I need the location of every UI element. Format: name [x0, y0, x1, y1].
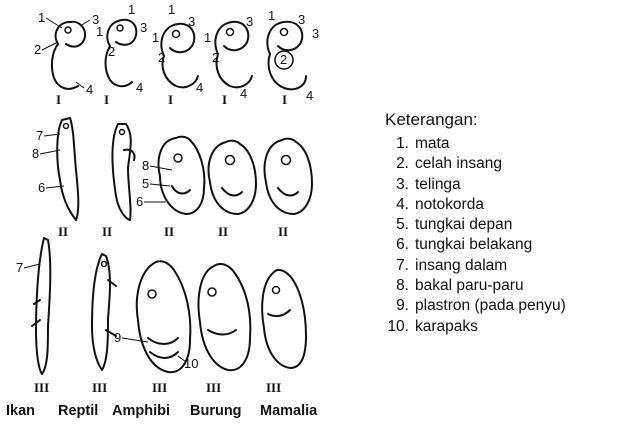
- legend-item: 1. mata: [396, 135, 450, 152]
- callout-6: 6: [136, 194, 144, 209]
- stage-label: II: [278, 224, 289, 239]
- callout-6: 6: [38, 180, 46, 195]
- callout-2: 2: [212, 50, 220, 65]
- stage-labels-row-three: [34, 380, 281, 395]
- callout-2: 2: [34, 42, 42, 57]
- embryo-reptil-stage-three: [92, 254, 116, 370]
- stage-label: II: [58, 224, 69, 239]
- stage-labels-row-two: [58, 224, 288, 239]
- legend-item: 9. plastron (pada penyu): [396, 297, 566, 315]
- callout-1: 1: [38, 10, 46, 25]
- organism-label-amphibi: Amphibi: [112, 403, 170, 419]
- callout-1: 1: [204, 30, 212, 45]
- row-stage-three: [32, 238, 306, 374]
- stage-label: I: [104, 92, 110, 107]
- callout-3: 3: [246, 14, 254, 29]
- callout-1: 1: [96, 24, 104, 39]
- embryo-mamalia-stage-three: [262, 270, 306, 368]
- callout-3: 3: [92, 12, 100, 27]
- callout-4: 4: [240, 86, 248, 101]
- stage-label: III: [266, 380, 282, 395]
- embryo-burung-stage-one: [215, 22, 252, 87]
- legend: [385, 110, 620, 337]
- organism-label-mamalia: Mamalia: [260, 403, 318, 419]
- stage-label: III: [34, 380, 50, 395]
- stage-label: I: [168, 92, 174, 107]
- callout-1: 1: [268, 8, 276, 23]
- callout-4: 4: [306, 88, 314, 103]
- callout-4: 4: [196, 80, 204, 95]
- embryo-amphibi-stage-three: [137, 261, 191, 372]
- stage-label: I: [56, 92, 62, 107]
- embryo-ikan-stage-three: [32, 238, 50, 374]
- legend-item: 6. tungkai belakang: [396, 236, 533, 254]
- organism-label-ikan: Ikan: [6, 403, 36, 419]
- embryo-burung-stage-three: [199, 264, 251, 370]
- stage-label: III: [92, 380, 108, 395]
- stage-label: II: [218, 224, 229, 239]
- callout-4: 4: [136, 80, 144, 95]
- callout-1: 1: [152, 30, 160, 45]
- stage-label: II: [102, 224, 113, 239]
- callout-4: 4: [86, 82, 94, 97]
- stage-label: I: [222, 92, 228, 107]
- callout-3: 3: [312, 26, 320, 41]
- callout-2: 2: [108, 44, 116, 59]
- stage-label: III: [206, 380, 222, 395]
- legend-list: [385, 134, 620, 337]
- embryo-mamalia-stage-two: [265, 139, 312, 214]
- row-stage-one: [52, 20, 306, 89]
- legend-item: 8. bakal paru-paru: [396, 277, 524, 295]
- legend-item: 3. telinga: [396, 175, 461, 193]
- embryo-amphibi-stage-one: [161, 24, 198, 87]
- legend-item: 7. insang dalam: [396, 256, 508, 274]
- legend-item: 5. tungkai depan: [396, 216, 513, 234]
- embryo-burung-stage-two: [209, 141, 256, 214]
- row-stage-two: [57, 118, 312, 220]
- organism-labels: [0, 403, 380, 427]
- callout-3: 3: [188, 14, 196, 29]
- callout-10: 10: [184, 356, 199, 371]
- callout-9: 9: [114, 330, 122, 345]
- legend-title: Keterangan:: [385, 110, 478, 129]
- callout-8: 8: [142, 158, 150, 173]
- callout-5: 5: [142, 176, 150, 191]
- stage-label: I: [282, 92, 288, 107]
- legend-item: 2. celah insang: [396, 155, 503, 173]
- organism-label-reptil: Reptil: [58, 403, 99, 419]
- callout-1: 1: [128, 2, 136, 17]
- callout-7: 7: [16, 260, 24, 275]
- callout-8: 8: [32, 146, 40, 161]
- callout-7: 7: [36, 128, 44, 143]
- embryo-reptil-stage-two: [113, 124, 135, 220]
- legend-item: 10. karapaks: [387, 317, 478, 335]
- callout-1: 1: [168, 2, 176, 17]
- embryo-ikan-stage-one: [52, 22, 85, 89]
- embryo-ikan-stage-two: [57, 118, 78, 220]
- callouts-row-two: [32, 128, 172, 209]
- callout-3: 3: [298, 12, 306, 27]
- legend-item: 4. notokorda: [396, 195, 484, 213]
- callout-2: 2: [280, 52, 288, 67]
- callout-3: 3: [140, 20, 148, 35]
- stage-label: III: [152, 380, 168, 395]
- organism-label-burung: Burung: [190, 403, 242, 419]
- callout-2: 2: [158, 50, 166, 65]
- stage-label: II: [164, 224, 175, 239]
